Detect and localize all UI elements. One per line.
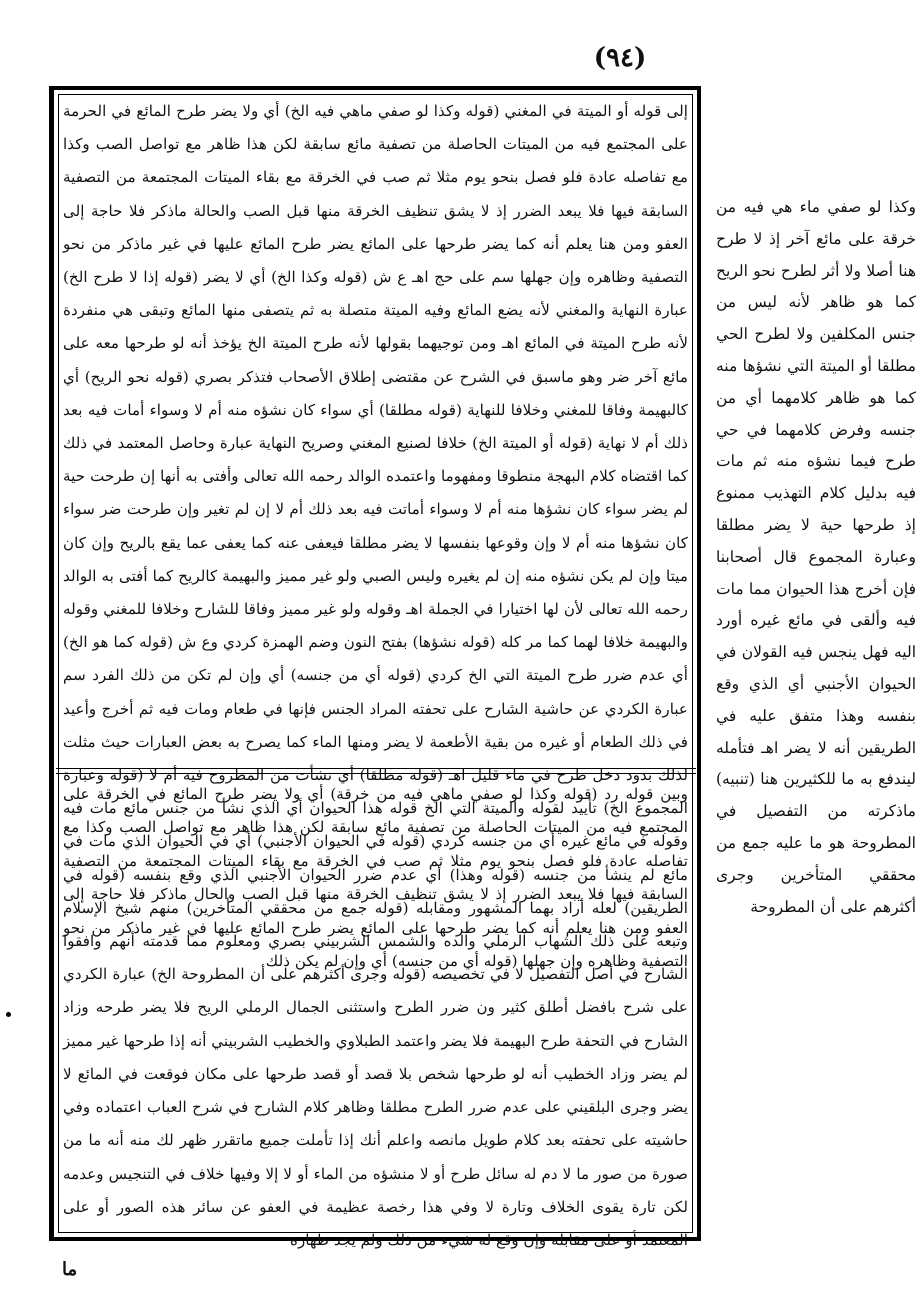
catchword: ما — [62, 1259, 78, 1280]
page-number: (٩٤) — [593, 43, 647, 73]
margin-note-text: وكذا لو صفي ماء هي فيه من خرقة على مائع آخر إذ لا طرح هنا أصلا ولا أثر لطرح نحو الريح كما هو ظاهر لأنه ليس من جنس المكلفين ولا لطرح الحي مطلقا أو الميتة التي نشؤها منه كما هو ظاهر كلامهما أي من جنسه وفرض كلامهما في حي طرح فيما نشؤه منه ثم مات فيه بدليل كلام التهذيب ممنوع إذ طرحها حية لا يضر مطلقا وعبارة المجموع قال أصحابنا فإن أخرج هذا الحيوان مما مات فيه وألقى في مائع غيره أورد اليه فهل ينجس فيه القولان في الحيوان الأجنبي أي الذي وقع بنفسه وهذا متفق عليه في الطريقين أنه لا يضر اهـ فتأمله ليندفع به ما للكثيرين هنا (تنبيه) ماذكرته من التفصيل في المطروحة هو ما عليه جمع من محققي المتأخرين وجرى أكثرهم على أن المطروحة — [716, 198, 916, 916]
main-commentary-text: إلى قوله أو الميتة في المغني (قوله وكذا لو صفي ماهي فيه الخ) أي ولا يضر طرح المائع في الحرمة على المجتمع فيه من الميتات الحاصلة من تصفية مائع سابقة لكن هذا ظاهر مع تواصل الصب وكذا مع تفاصله عادة فلو فصل بنحو يوم مثلا ثم صب في الخرقة مع بقاء الميتات المجتمعة من التصفية السابقة فيها فلا يبعد الضرر إذ لا يشق تنظيف الخرقة منها قبل الصب والحالة ماذكر فلا حاجة إلى العفو ومن هنا يعلم أنه كما يضر طرحها على المائع يضر طرح المائع عليها في غير ماذكر من نحو التصفية وظاهره وإن جهلها سم على حج اهـ ع ش (قوله وكذا الخ) أي لا يضر (قوله إذا لا طرح الخ) عبارة النهاية والمغني لأنه يضع المائع وفيه الميتة متصلة به ثم يتصفى منها المائع وتبقى هي منفردة لأنه طرح الميتة في المائع اهـ ومن توجيهما بقولها لأنه طرح الميتة الخ يؤخذ أنه لو طرحها معه على مائع آخر ضر وهو ماسبق في الشرح عن مقتضى إطلاق الأصحاب فتذكر بصري (قوله نحو الريح) أي كالبهيمة وفاقا للمغني وخلافا للنهاية (قوله مطلقا) أي سواء كان نشؤه منه أم لا وسواء أمات فيه بعد ذلك أم لا نهاية (قوله أو الميتة الخ) خلافا لصنيع المغني وصريح النهاية عبارة وحاصل المعتمد في ذلك كما اقتضاه كلام البهجة منطوقا ومفهوما واعتمده الوالد رحمه الله تعالى وأفتى به أنها إن طرحت حية لم يضر سواء كان نشؤها منه أم لا وسواء أماتت فيه بعد ذلك أم لا إن لم تغير وإن طرحت ضر سواء كان نشؤها منه أم لا وإن وقوعها بنفسها لا يضر مطلقا فيعفى عنه كما يعفى عما يقع بالريح وإن كان ميتا وإن لم يكن نشؤه منه إن لم يغيره وليس الصبي ولو غير مميز والبهيمة كالريح كما أفتى به الوالد رحمه الله تعالى لأن لها اختيارا في الجملة اهـ وقوله ولو غير مميز وفاقا للشارح وخلافا للمغني وقوله والبهيمة خلافا لهما كما مر كله (قوله نشؤها) بفتح النون وضم الهمزة كردي وع ش (قوله كما هو الخ) أي عدم ضرر طرح الميتة التي الخ كردي (قوله أي من جنسه) أي وإن لم تكن من ذلك الفرد سم عبارة الكردي عن حاشية الشارح على تحفته المراد الجنس فإنها في طعام ومات فيه ثم أخرج وأعيد في ذلك الطعام أو غيره من بقية الأطعمة لا يضر ومنها الماء كما يصرح به بعض العبارات حيث مثلت لذلك بدود دخل طرح في ماء قليل اهـ (قوله مطلقا) أي نشأت من المطروح فيه أم لا (قوله وعبارة المجموع الخ) تأييد لقوله والميتة التي الخ قوله هذا الحيوان أي الذي نشأ من جنس مائع مات فيه وقوله في مائع غيره أي من جنسه كردي (قوله في الحيوان الأجنبي) أي في الحيوان الذي مات في مائع لم ينشأ من جنسه (قوله وهذا) أي عدم ضرر الحيوان الأجنبي الذي وقع بنفسه (قوله في الطريقين) لعله أراد بهما المشهور ومقابله (قوله جمع من محققي المتأخرين) منهم شيخ الإسلام وتبعه على ذلك الشهاب الرملي والده والشمس الشربيني بصري ومعلوم مما قدمته أنهم وافقوا الشارح في أصل التفصيل لا في تخصيصه (قوله وجرى أكثرهم على أن المطروحة الخ) عبارة الكردي على شرح بافضل أطلق كثير ون ضرر الطرح واستثنى الجمال الرملي الريح فلا يضر طرحه وزاد الشارح في التحفة طرح البهيمة فلا يضر واعتمد الطبلاوي والخطيب الشربيني أنه إذا طرحها غير مميز لم يضر وزاد الخطيب أنه لو طرحها شخص بلا قصد أو قصد طرحها على مكان فوقعت في المائع لا يضر وجرى البلقيني على عدم ضرر الطرح مطلقا وظاهر كلام الشارح في شرح العباب اعتماده وفي حاشيته على تحفته بعد كلام طويل مانصه واعلم أنك إذا تأملت جميع ماتقرر ظهر لك منه أنه ما من صورة من صور ما لا دم له سائل طرح أو لا منشؤه من الماء أو لا إلا وفيها خلاف في التنجيس وعدمه لكن تارة يقوى الخلاف وتارة لا وفي هذا رخصة عظيمة في العفو عن سائر هذه الصور أو على المعتمد أو على مقابله وإن وقع له شيء من ذلك ولم يجد طهارة — [63, 102, 688, 1249]
section-divider-second-rule — [56, 773, 696, 774]
section-divider — [56, 768, 696, 769]
edge-mark — [6, 1012, 11, 1017]
lower-commentary-text: وبين قوله رد (قوله وكذا لو صفي ماهي فيه من خرقة) أي ولا يضر طرح المائع في الخرقة على المجتمع فيه من الميتات الحاصلة من تصفية مائع سابقة لكن هذا ظاهر مع تواصل الصب وكذا مع تفاصله عادة فلو فصل بنحو يوم مثلا ثم صب في الخرقة مع بقاء الميتات المجتمعة من التصفية السابقة فيها فلا يبعد الضرر إذ لا يشق تنظيف الخرقة منها قبل الصب والحال ماذكر فلا حاجة إلى العفو ومن هنا يعلم أنه كما يضر طرحها على المائع يضر طرح المائع عليها في غير ماذكر من نحو التصفية وظاهره وإن جهلها (قوله أي من جنسه) أي وإن لم يكن ذلك — [63, 785, 688, 971]
